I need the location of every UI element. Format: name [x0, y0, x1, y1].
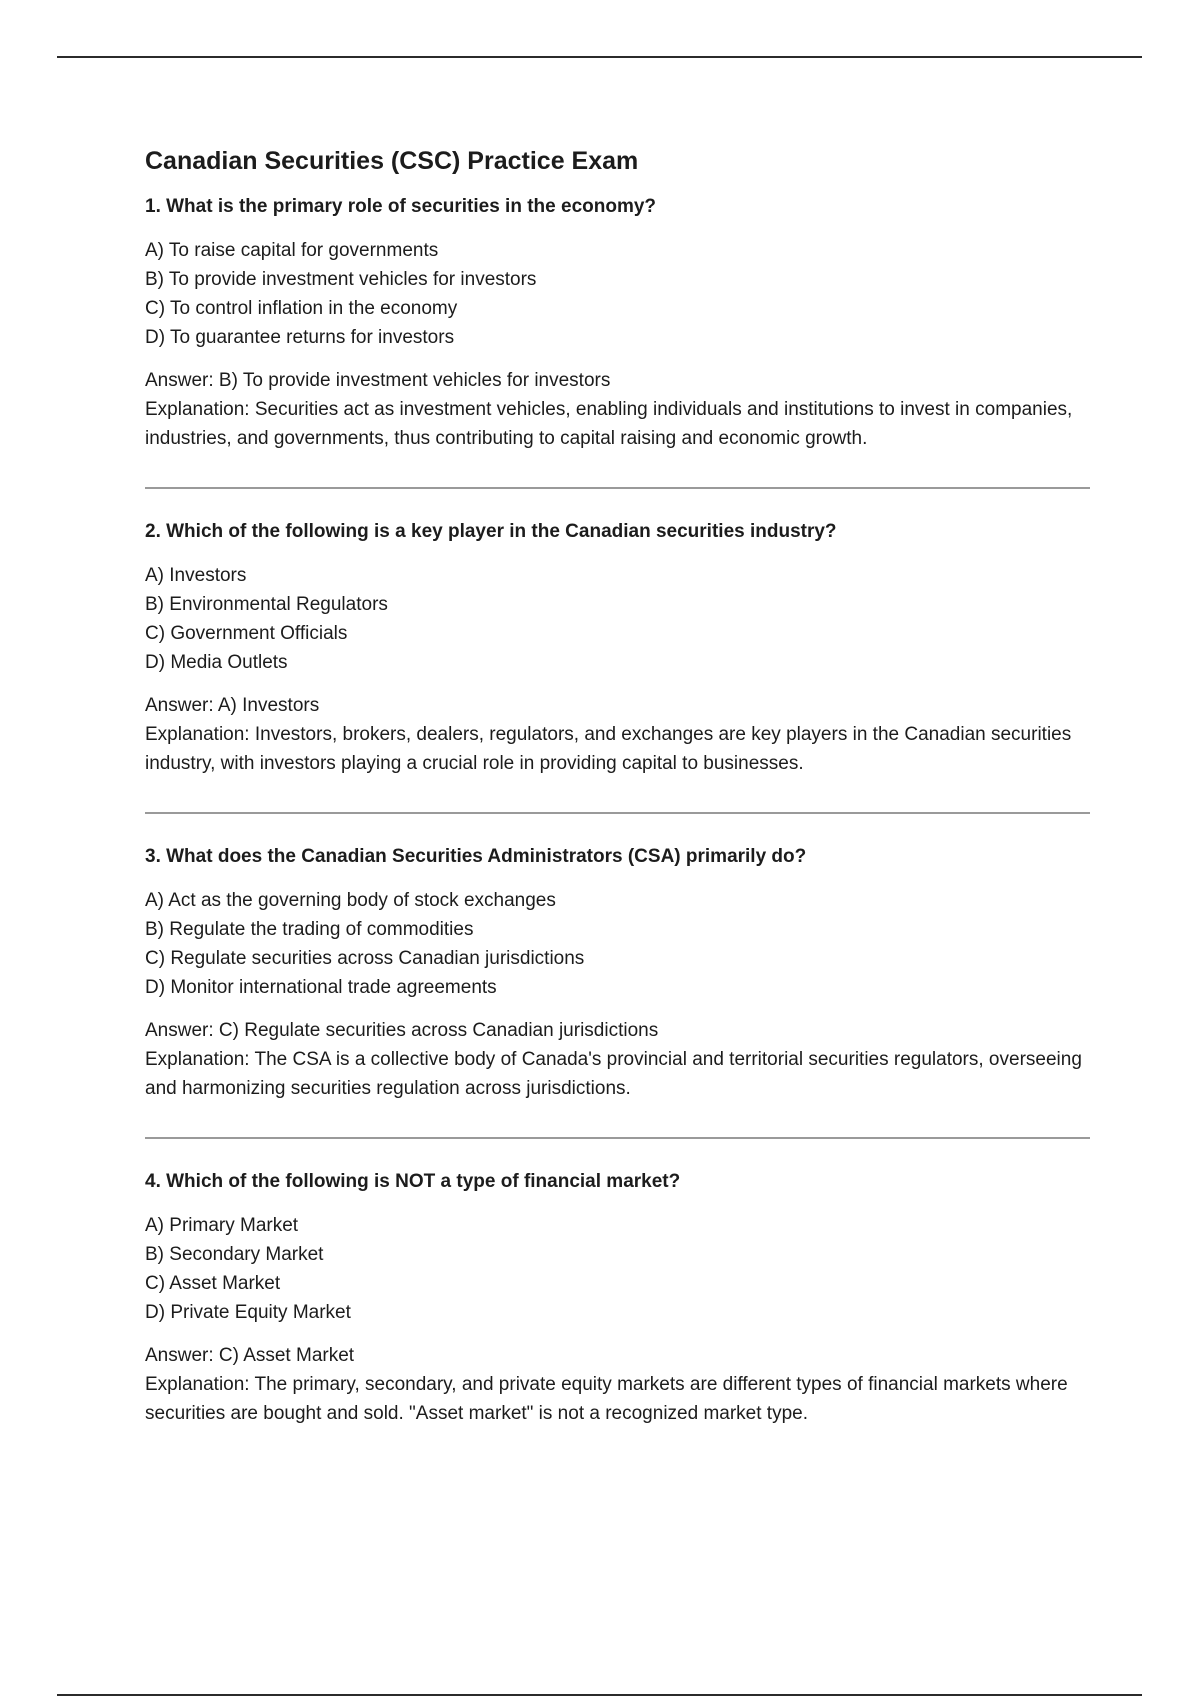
- top-rule: [57, 56, 1142, 58]
- divider: [145, 812, 1090, 814]
- question-3: [145, 844, 1090, 1103]
- question-1: [145, 194, 1090, 453]
- divider: [145, 487, 1090, 489]
- option-a: A) To raise capital for governments: [145, 240, 439, 261]
- question-4: [145, 1169, 1090, 1428]
- option-c: C) Government Officials: [145, 623, 348, 644]
- explanation: Explanation: Investors, brokers, dealers, regulators, and exchanges are key players in the Canadian securities industry, with investors playing a crucial role in providing capital to businesses.: [145, 724, 1072, 774]
- explanation: Explanation: The CSA is a collective body of Canada's provincial and territorial securities regulators, overseeing and harmonizing securities regulation across jurisdictions.: [145, 1049, 1082, 1099]
- answer: Answer: C) Regulate securities across Canadian jurisdictions: [145, 1020, 659, 1041]
- option-c: C) Regulate securities across Canadian jurisdictions: [145, 948, 585, 969]
- option-d: D) Monitor international trade agreements: [145, 977, 497, 998]
- option-b: B) Regulate the trading of commodities: [145, 919, 474, 940]
- bottom-rule: [57, 1694, 1142, 1696]
- question-2: [145, 519, 1090, 778]
- question-text: 4. Which of the following is NOT a type of financial market?: [145, 1171, 681, 1192]
- question-text: 2. Which of the following is a key player in the Canadian securities industry?: [145, 521, 837, 542]
- options-list: [145, 886, 1090, 1002]
- option-b: B) Environmental Regulators: [145, 594, 388, 615]
- option-d: D) To guarantee returns for investors: [145, 327, 455, 348]
- option-c: C) Asset Market: [145, 1273, 281, 1294]
- option-b: B) Secondary Market: [145, 1244, 324, 1265]
- options-list: [145, 236, 1090, 352]
- option-a: A) Act as the governing body of stock exchanges: [145, 890, 556, 911]
- document-title: Canadian Securities (CSC) Practice Exam: [145, 147, 639, 175]
- option-a: A) Primary Market: [145, 1215, 299, 1236]
- option-a: A) Investors: [145, 565, 247, 586]
- option-c: C) To control inflation in the economy: [145, 298, 458, 319]
- answer: Answer: A) Investors: [145, 695, 320, 716]
- answer: Answer: B) To provide investment vehicles for investors: [145, 370, 611, 391]
- option-d: D) Private Equity Market: [145, 1302, 351, 1323]
- explanation: Explanation: The primary, secondary, and private equity markets are different types of financial markets where securities are bought and sold. "Asset market" is not a recognized market type.: [145, 1374, 1068, 1424]
- divider: [145, 1137, 1090, 1139]
- question-text: 3. What does the Canadian Securities Administrators (CSA) primarily do?: [145, 846, 807, 867]
- options-list: [145, 561, 1090, 677]
- explanation: Explanation: Securities act as investment vehicles, enabling individuals and institutions to invest in companies, industries, and governments, thus contributing to capital raising and economic growth.: [145, 399, 1073, 449]
- option-b: B) To provide investment vehicles for investors: [145, 269, 537, 290]
- document-body: [145, 144, 1090, 1428]
- option-d: D) Media Outlets: [145, 652, 288, 673]
- answer: Answer: C) Asset Market: [145, 1345, 355, 1366]
- options-list: [145, 1211, 1090, 1327]
- question-text: 1. What is the primary role of securities in the economy?: [145, 196, 657, 217]
